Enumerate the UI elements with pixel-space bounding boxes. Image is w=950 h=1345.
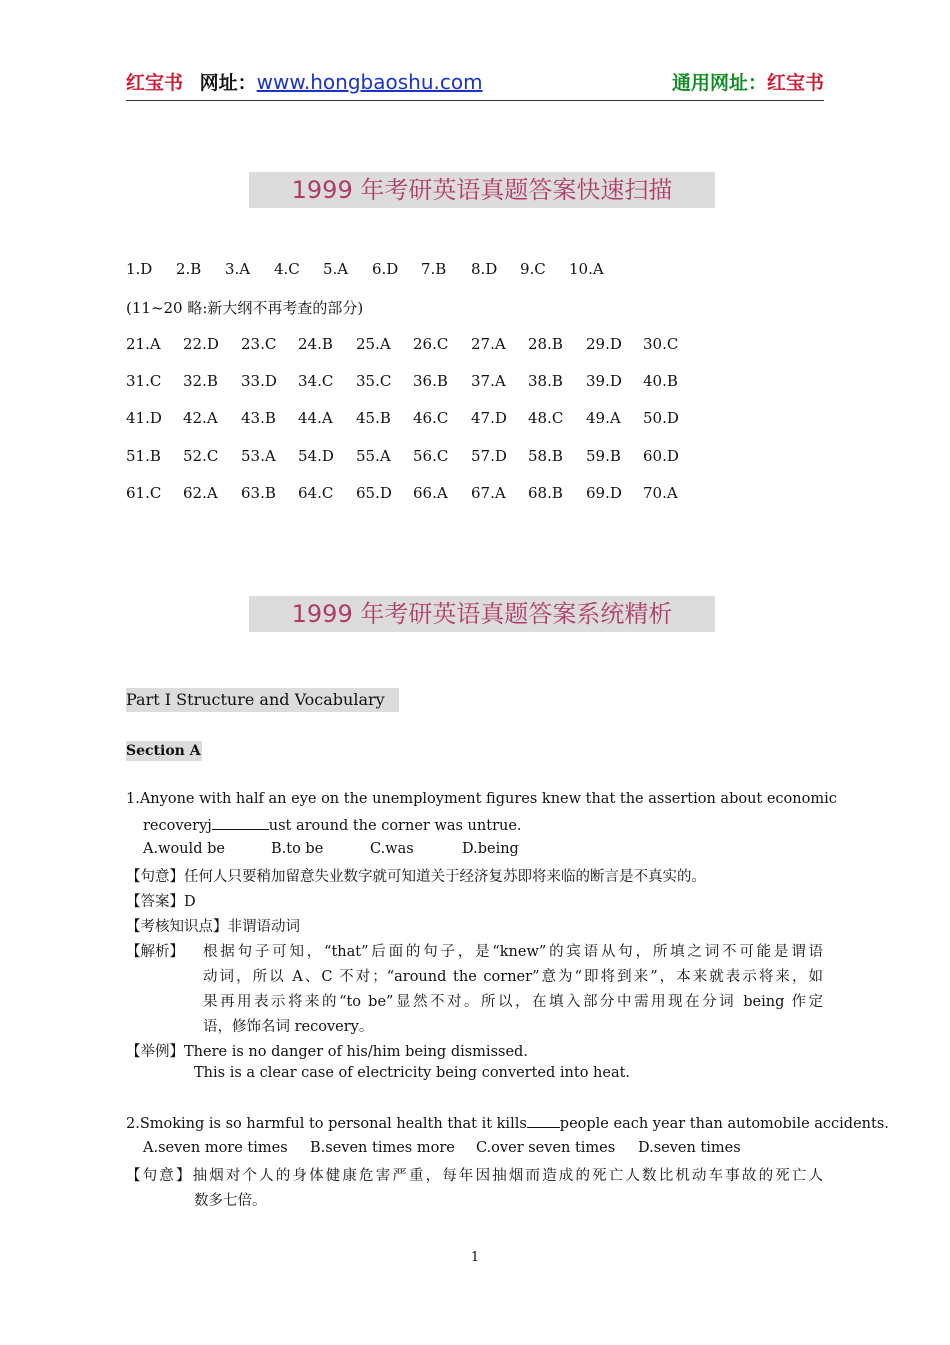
answer-cell: 47.D	[471, 409, 507, 427]
answer-cell: 61.C	[126, 484, 162, 502]
q1-option-b: B.to be	[271, 841, 324, 857]
q1-meaning	[126, 865, 706, 886]
answer-cell: 2.B	[176, 260, 202, 278]
answer-cell: 64.C	[298, 484, 334, 502]
answer-cell: 68.B	[528, 484, 563, 502]
analysis-banner: 1999 年考研英语真题答案系统精析	[249, 596, 715, 632]
answer-cell: 48.C	[528, 409, 564, 427]
answer-cell: 36.B	[413, 372, 448, 390]
answer-cell: 58.B	[528, 447, 563, 465]
q1-example	[126, 1040, 528, 1061]
answer-cell: 66.A	[413, 484, 448, 502]
answer-cell: 40.B	[643, 372, 678, 390]
header-right	[672, 68, 824, 95]
answer-cell: 45.B	[356, 409, 391, 427]
q2-option-c: C.over seven times	[476, 1140, 616, 1156]
q2-stem	[126, 1114, 889, 1132]
q2-option-b: B.seven times more	[310, 1140, 455, 1156]
q1-answer	[126, 890, 196, 911]
q1-meaning-tag: 【句意】	[126, 869, 184, 885]
answer-cell: 24.B	[298, 335, 333, 353]
answer-cell: 44.A	[298, 409, 333, 427]
q1-example-tag: 【举例】	[126, 1044, 184, 1060]
answer-cell: 69.D	[586, 484, 622, 502]
q2-blank	[527, 1114, 560, 1128]
answer-cell: 65.D	[356, 484, 392, 502]
answer-cell: 53.A	[241, 447, 276, 465]
answer-cell: 30.C	[643, 335, 679, 353]
omitted-note: (11~20 略:新大纲不再考查的部分)	[126, 299, 364, 317]
q1-stem-line2	[143, 816, 522, 834]
answer-cell: 39.D	[586, 372, 622, 390]
answer-cell: 28.B	[528, 335, 563, 353]
q1-option-a: A.would be	[143, 841, 225, 857]
q1-stem-line1: 1.Anyone with half an eye on the unemployment figures knew that the assertion about economic	[126, 791, 837, 807]
q1-point-tag: 【考核知识点】	[126, 919, 228, 935]
q1-analysis-tag: 【解析】	[126, 944, 184, 960]
answer-cell: 33.D	[241, 372, 277, 390]
answer-cell: 63.B	[241, 484, 276, 502]
answer-cell: 21.A	[126, 335, 161, 353]
header-url-link[interactable]: www.hongbaoshu.com	[256, 70, 483, 94]
q1-point-text: 非谓语动词	[227, 919, 300, 935]
page-header	[126, 66, 824, 101]
q1-answer-value: D	[184, 894, 196, 910]
answer-cell: 25.A	[356, 335, 391, 353]
q1-example-2: This is a clear case of electricity being converted into heat.	[194, 1065, 631, 1081]
answer-cell: 31.C	[126, 372, 162, 390]
page-number: 1	[470, 1250, 480, 1265]
q2-meaning-line2: 数多七倍。	[194, 1193, 267, 1209]
header-left	[126, 68, 483, 95]
quick-scan-banner: 1999 年考研英语真题答案快速扫描	[249, 172, 715, 208]
answer-cell: 37.A	[471, 372, 506, 390]
q1-analysis-line4: 语，修饰名词 recovery。	[203, 1019, 374, 1035]
header-right-brand: 红宝书	[766, 72, 824, 94]
q1-stem-part-a: recoveryj	[143, 818, 212, 834]
answer-cell: 50.D	[643, 409, 679, 427]
q2-option-d: D.seven times	[638, 1140, 741, 1156]
answer-cell: 42.A	[183, 409, 218, 427]
q2-stem-part-a: 2.Smoking is so harmful to personal health that it kills	[126, 1116, 527, 1132]
answer-cell: 32.B	[183, 372, 218, 390]
q1-example-1: There is no danger of his/him being dismissed.	[184, 1044, 528, 1060]
q2-option-a: A.seven more times	[143, 1140, 288, 1156]
answer-cell: 5.A	[323, 260, 349, 278]
q1-stem-part-b: ust around the corner was untrue.	[268, 818, 522, 834]
q1-meaning-text: 任何人只要稍加留意失业数字就可知道关于经济复苏即将来临的断言是不真实的。	[184, 869, 706, 885]
answer-cell: 22.D	[183, 335, 219, 353]
answer-cell: 62.A	[183, 484, 218, 502]
answer-cell: 7.B	[421, 260, 447, 278]
q2-meaning-text-1: 抽烟对个人的身体健康危害严重，每年因抽烟而造成的死亡人数比机动车事故的死亡人	[192, 1168, 824, 1184]
q2-meaning-line1	[126, 1164, 823, 1185]
q1-point	[126, 915, 300, 936]
answer-cell: 3.A	[225, 260, 251, 278]
answer-cell: 60.D	[643, 447, 679, 465]
answer-cell: 46.C	[413, 409, 449, 427]
q1-blank	[212, 816, 269, 830]
answer-cell: 10.A	[569, 260, 604, 278]
answer-cell: 52.C	[183, 447, 219, 465]
q2-meaning-tag: 【句意】	[126, 1168, 193, 1184]
answer-cell: 56.C	[413, 447, 449, 465]
answer-cell: 67.A	[471, 484, 506, 502]
answer-cell: 59.B	[586, 447, 621, 465]
answer-cell: 70.A	[643, 484, 678, 502]
answer-cell: 49.A	[586, 409, 621, 427]
answer-cell: 8.D	[471, 260, 498, 278]
answer-cell: 29.D	[586, 335, 622, 353]
q1-option-d: D.being	[462, 841, 519, 857]
answer-cell: 23.C	[241, 335, 277, 353]
answer-cell: 1.D	[126, 260, 153, 278]
q1-option-c: C.was	[370, 841, 414, 857]
q2-stem-part-b: people each year than automobile accidents.	[559, 1116, 889, 1132]
part-title: Part Ⅰ Structure and Vocabulary	[126, 688, 399, 712]
answer-cell: 34.C	[298, 372, 334, 390]
q1-answer-tag: 【答案】	[126, 894, 184, 910]
header-url-label: 网址：	[199, 72, 257, 94]
answer-cell: 57.D	[471, 447, 507, 465]
answer-cell: 43.B	[241, 409, 276, 427]
answer-cell: 27.A	[471, 335, 506, 353]
answer-cell: 38.B	[528, 372, 563, 390]
answer-cell: 51.B	[126, 447, 161, 465]
answer-cell: 41.D	[126, 409, 162, 427]
header-brand: 红宝书	[126, 72, 184, 94]
header-right-label: 通用网址：	[671, 72, 767, 94]
answer-cell: 55.A	[356, 447, 391, 465]
q1-analysis-line2: 动词，所以 A、C 不对；“around the corner”意为“即将到来”，本来就表示将来，如	[203, 969, 823, 985]
answer-cell: 9.C	[520, 260, 546, 278]
answer-cell: 6.D	[372, 260, 399, 278]
answer-cell: 26.C	[413, 335, 449, 353]
section-title: Section A	[126, 743, 201, 759]
answer-cell: 35.C	[356, 372, 392, 390]
q1-analysis-line3: 果再用表示将来的“to be”显然不对。所以，在填入部分中需用现在分词 being 作定	[203, 994, 823, 1010]
answer-cell: 54.D	[298, 447, 334, 465]
answer-cell: 4.C	[274, 260, 300, 278]
q1-analysis-line1: 根据句子可知，“that”后面的句子，是“knew”的宾语从句，所填之词不可能是谓语	[203, 944, 823, 960]
